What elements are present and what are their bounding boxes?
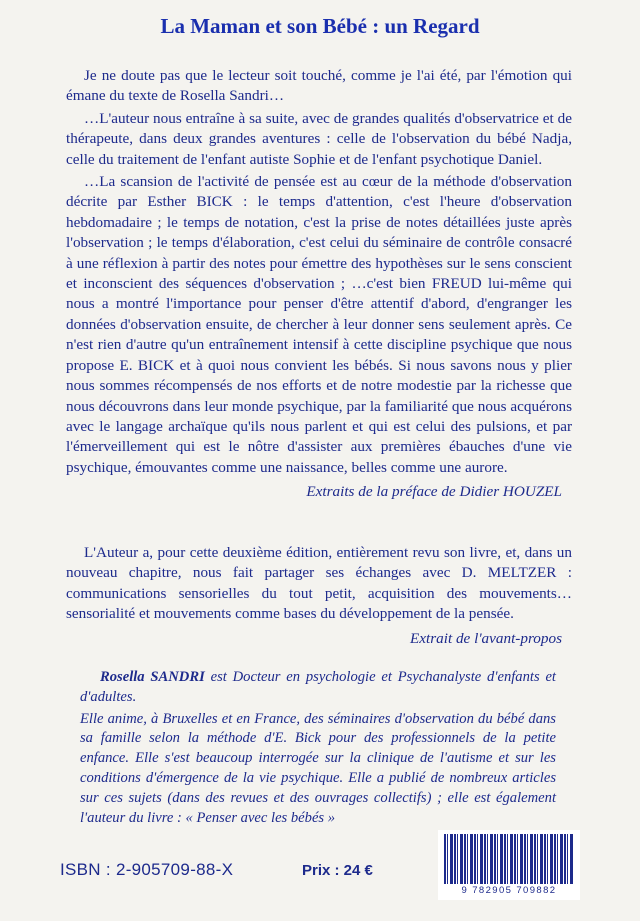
bio-paragraph-1: [80, 668, 556, 708]
preface-paragraph-2: …L'auteur nous entraîne à sa suite, avec de grandes qualités d'observatrice et de thérapeute, dans deux grandes aventures : celle de l'observation du bébé Nadja, celle du traitement de l'enfant autiste Sophie et de l'enfant psychotique Daniel.: [66, 109, 572, 168]
author-bio: [80, 668, 556, 828]
avant-propos-excerpt: [66, 543, 572, 649]
barcode-number: 9 782905 709882: [461, 885, 557, 896]
author-name: Rosella SANDRI: [100, 669, 205, 685]
isbn-label: ISBN : 2-905709-88-X: [60, 860, 234, 879]
avant-propos-paragraph: L'Auteur a, pour cette deuxième édition, entièrement revu son livre, et, dans un nouveau chapitre, nous fait partager ses échanges avec D. MELTZER : communications sensorielles du tout petit, acquisition des mouvements… sensorialité et mouvements comme bases du développement de la pensée.: [66, 544, 572, 623]
preface-paragraph-3: …La scansion de l'activité de pensée est au cœur de la méthode d'observation décrite par Esther BICK : le temps d'attention, c'est l'heure d'observation hebdomadaire ; le temps de notation, c'est la prise de notes détaillées juste après l'observation ; le temps d'élaboration, c'est celui du séminaire de contrôle consacré à une réflexion à partir des notes pour émettre des hypothèses sur le sens conscient et inconscient des séquences d'observation ; …c'est bien FREUD lui-même qui nous a montré l'importance pour penser d'être attentif d'abord, d'engranger les données d'observation ensuite, de chercher à leur donner sens seulement après. Ce n'est rien d'autre qu'un entraînement intensif à cette discipline psychique que nous propose E. BICK et à quoi nous convient les bébés. Si nous savons nous y plier nous sommes récompensés de nos efforts et de notre modestie par la richesse que nous découvrons dans leur monde psychique, par la familiarité que nous acquérons avec le langage archaïque qu'ils nous parlent et qui est celui des pulsions, et par l'émerveillement qui est le nôtre d'assister aux premières ébauches d'une vie psychique, émouvantes comme une naissance, belles comme une aurore.: [66, 173, 572, 476]
price-label: Prix : 24 €: [302, 862, 373, 879]
preface-excerpt: [66, 66, 572, 503]
preface-paragraph-1: Je ne doute pas que le lecteur soit touché, comme je l'ai été, par l'émotion qui émane du texte de Rosella Sandri…: [66, 67, 572, 105]
barcode: [438, 830, 580, 900]
book-title: La Maman et son Bébé : un Regard: [160, 14, 480, 38]
avant-propos-signature: Extrait de l'avant-propos: [409, 629, 562, 647]
preface-signature: Extraits de la préface de Didier HOUZEL: [306, 483, 562, 501]
barcode-bars: [444, 834, 574, 884]
bio-intro-text: est Docteur en psychologie et Psychanalyste d'enfants et d'adultes.: [80, 669, 556, 705]
bio-paragraph-2: Elle anime, à Bruxelles et en France, des séminaires d'observation du bébé dans sa famille selon la méthode d'E. Bick pour des professionnels de la petite enfance. Elle s'est beaucoup interrogée sur la clinique de l'autisme et sur les conditions d'émergence de la vie psychique. Elle a publié de nombreux articles sur ces sujets (dans des revues et des ouvrages collectifs) ; elle est également l'auteur du livre : « Penser avec les bébés »: [80, 710, 556, 826]
